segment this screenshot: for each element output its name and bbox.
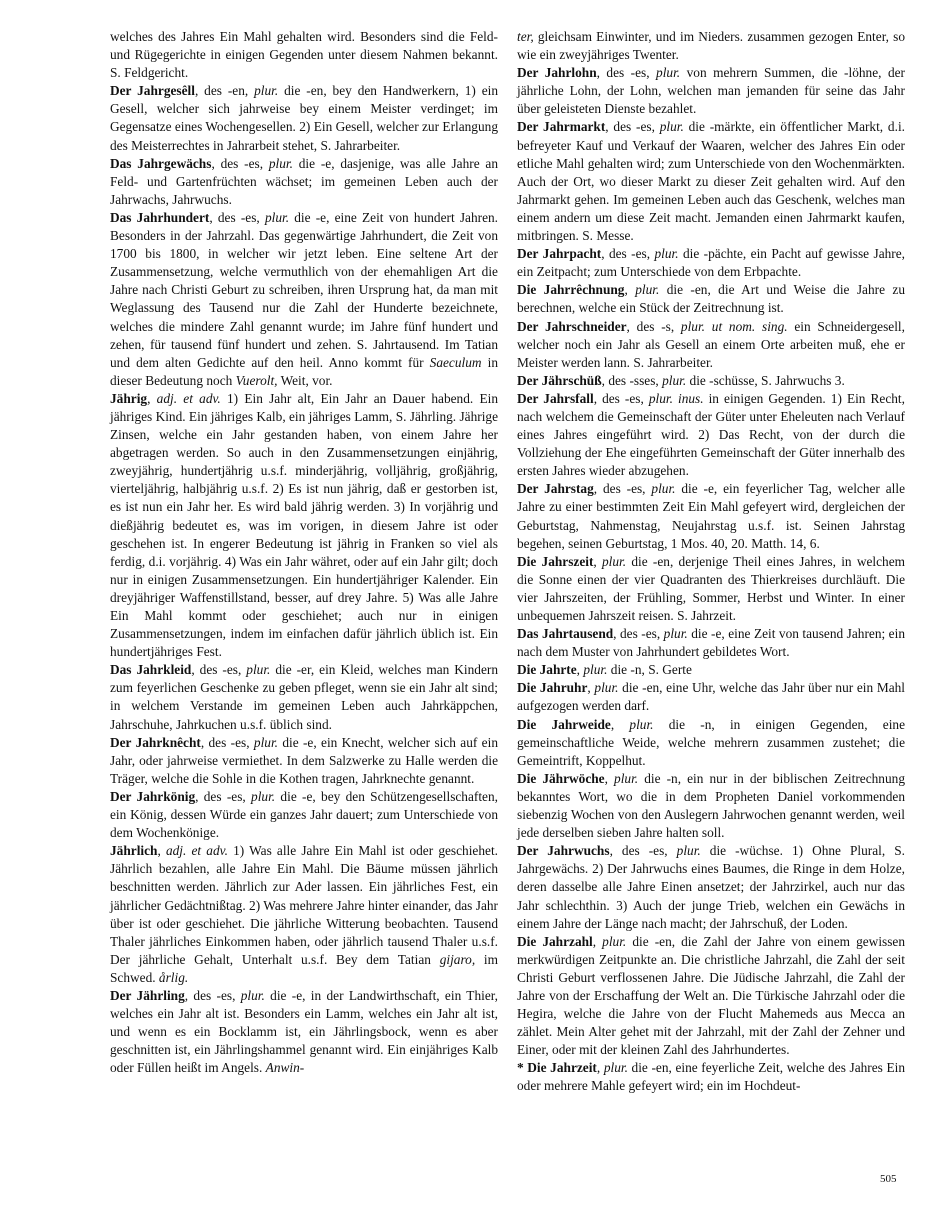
headword: Die Jahrrêchnung	[517, 282, 625, 298]
entry-jahrwuchs: Der Jahrwuchs, des -es, plur. die -wüchse. 1) Ohne Plural, S. Jahrgewächs. 2) Der Jahrwuchs eines Baumes, die Ringe in dem Holze, deren dasselbe alle Jahre Einen ansetzet; der Jahrzirkel, auch nur das Jahr schlechthin. 3) Auch der junge Trieb, welchen ein Gewächs in einem Jahre der Länge nach macht; der Jahrschuß, der Loden.	[517, 843, 906, 931]
headword: Der Jahrpacht	[517, 246, 602, 262]
entry-text: gleichsam Einwinter, und im Nieders. zusammen gezogen Enter, so wie ein zweyjähriges Twenter.	[517, 29, 905, 63]
entry-jahrgesell: Der Jahrgesêll, des -en, plur. die -en, bey den Handwerkern, 1) ein Gesell, welcher sich jahrweise bey einem Meister verdinget; im Gegensatze eines Wochengesellen. 2) Ein Gesell, welcher zur Erlangung des Meisterrechtes in Jahrarbeit stehet, S. Jahrarbeiter.	[110, 83, 498, 153]
headword: Der Jahrgesêll	[110, 83, 195, 99]
grammar-note: plur.	[662, 372, 687, 388]
entry-jahrhundert: Das Jahrhundert, des -es, plur. die -e, eine Zeit von hundert Jahren. Besonders in der Jahrzahl. Das gegenwärtige Jahrhundert, die Zeit von 1700 bis 1800, in welcher wir jetzt leben. Eine seltene Art der Zusammensetzung, welche vermuthlich von der ehemahligen Art die Jahre nach Christi Geburt zu schreiben, ihren Ursprung hat, da man mit Weglassung des Tausend nur die Zahl der Hunderte bezeichnete, welches die mindere Zahl genannt wurde; im Jahre fünf hundert und zehen, für tausend fünf hundert und zehen. S. Jahrtausend. Im Tatian und dem alten Gedichte auf den heil. Anno kommt für Saeculum in dieser Bedeutung noch Vuerolt, Weit, vor.	[110, 209, 498, 388]
entry-text: welches des Jahres Ein Mahl gehalten wird. Besonders sind die Feld- und Rügegerichte in einigen Gegenden unter diesem Nahmen bekannt. S. Feldgericht.	[110, 29, 498, 81]
entry-text: die -n, S. Gerte	[607, 662, 692, 678]
entry-text: 1) Ein Jahr alt, Ein Jahr an Dauer habend. Ein jähriges Kind. Ein jähriges Kalb, ein jähriges Lamm, S. Jährling. Jährige Zinsen, welche ein Jahr gestanden haben, von einem Jahre her abgetragen werden. So auch in den Zusammensetzungen einjährig, zweyjährig, hundertjährig u.s.f. minderjährig, volljährig, großjährig, vierteljährig, halbjährig u.s.f. 2) Es ist nun jährig, daß er gestorben ist, es ist nun ein Jahr her. Es wird bald jährig werden. 3) In vorjährig und dießjährig bedeutet es, was im vorigen, in diesem Jahre ist oder geschehen ist. In engerer Bedeutung ist jährig in Franken so viel als ferdig, d.i. vorjährig. 4) Was ein Jahr währet, oder auf ein Jahr gilt; doch nur in einigen Zusammensetzungen. Ein hundertjähriger Kalender. Ein dreyjähriger Waffenstillstand, besser, auf drey Jahre. 5) Was alle Jahre Ein Mahl kommt oder geschiehet; auch nur in einigen Zusammensetzungen, indem im einfachen dafür jährlich üblich ist. Ein hundertjähriges Fest.	[110, 390, 499, 660]
headword: Das Jahrtausend	[517, 626, 614, 642]
grammar-note: plur.	[656, 65, 681, 81]
entry-text: die -e, eine Zeit von tausend Jahren; ein nach dem Muster von Jahrhundert gebildetes Wort.	[517, 626, 905, 660]
headword: Die Jahrzahl	[517, 933, 593, 949]
grammar-note: plur.	[602, 933, 627, 949]
headword: Der Jahrschneider	[517, 318, 627, 334]
entry-text: die -e, ein Knecht, welcher sich auf ein Jahr, oder jahrweise vermiethet. In dem Salzwerke zu Halle werden die Träger, welche die Sohle in die Kothen tragen, Jahrknechte genannt.	[110, 734, 498, 786]
entry-jaehrig: Jährig, adj. et adv. 1) Ein Jahr alt, Ein Jahr an Dauer habend. Ein jähriges Kind. Ein jähriges Kalb, ein jähriges Lamm, S. Jährling. Jährige Zinsen, welche ein Jahr gestanden haben, von einem Jahre her abgetragen werden. So auch in den Zusammensetzungen einjährig, zweyjährig, hundertjährig u.s.f. minderjährig, volljährig, großjährig, vierteljährig, halbjährig u.s.f. 2) Es ist nun jährig, daß er gestorben ist, es ist nun ein Jahr her. Es wird bald jährig werden. 3) In vorjährig und dießjährig bedeutet es, was im vorigen, in diesem Jahre ist oder geschehen ist. In engerer Bedeutung ist jährig in Franken so viel als ferdig, d.i. vorjährig. 4) Was ein Jahr währet, oder auf ein Jahr gilt; doch nur in einigen Zusammensetzungen. Ein hundertjähriger Kalender. Ein dreyjähriger Waffenstillstand, besser, auf drey Jahre. 5) Was alle Jahre Ein Mahl kommt oder geschiehet; auch nur in einigen Zusammensetzungen, indem im einfachen dafür jährlich üblich ist. Ein hundertjähriges Fest.	[110, 390, 499, 660]
left-column	[110, 28, 498, 1077]
entry-text: die -en, eine feyerliche Zeit, welche des Jahres Ein oder mehrere Mahle gefeyert wird; ein im Hochdeut-	[517, 1060, 906, 1094]
entry-jahrtausend: Das Jahrtausend, des -es, plur. die -e, eine Zeit von tausend Jahren; ein nach dem Muster von Jahrhundert gebildetes Wort.	[517, 626, 905, 660]
grammar-note: plur.	[268, 155, 293, 171]
entry-text: 1) Was alle Jahre Ein Mahl ist oder geschiehet. Jährlich bezahlen, alle Jahre Ein Mahl. Die Bäume müssen jährlich beschnitten werden. Jährlich zur Ader lassen. Ein jährliches Fest, ein jährlicher Gedächtnißtag. 2) Was mehrere Jahre hinter einander, das Jahr über ist oder geschiehet. Die jährliche Witterung beobachten. Tausend Thaler jährliches Einkommen haben, oder jährlich tausend Thaler u.s.f. Der jährliche Gehalt, Unterhalt u.s.f. Bey dem Tatian	[110, 843, 498, 967]
grammar-note: plur.	[676, 843, 701, 859]
headword: Das Jahrkleid	[110, 662, 192, 678]
headword: Die Jahruhr	[517, 680, 588, 696]
headword: Der Jahrsfall	[517, 390, 594, 406]
entry-jaehrling: Der Jährling, des -es, plur. die -e, in der Landwirthschaft, ein Thier, welches ein Jahr alt ist. Besonders ein Lamm, welches ein Jahr alt ist, und wenn es ein Bocklamm ist, ein Jährlingsbock, wenn es aber geschnitten ist, ein Jährlingshammel genannt wird. Ein einjähriges Kalb oder Füllen heißt im Angels. Anwin-	[110, 987, 499, 1076]
entry-text: die -en, bey den Handwerkern, 1) ein Gesell, welcher sich jahrweise bey einem Meister verdinget; im Gegensatze eines Wochengesellen. 2) Ein Gesell, welcher zur Erlangung des Meisterrechtes in Jahrarbeit stehet, S. Jahrarbeiter.	[110, 83, 498, 153]
grammar-note: plur.	[254, 83, 279, 99]
headword: Der Jahrlohn	[517, 65, 597, 81]
headword: Die Jahrszeit	[517, 553, 594, 569]
entry-text: die -märkte, ein öffentlicher Markt, d.i. befreyeter Kauf und Verkauf der Waaren, welcher des Jahres Ein oder etliche Mahl gehalten wird; zum Unterschiede von den Wochenmärkten. Auch der Ort, wo dieser Markt zu dieser Zeit gehalten wird. Auf den Jahrmarkt gehen. Im gemeinen Leben auch das Geschenk, welches man einem andern um diese Zeit macht. Jemanden einen Jahrmarkt kaufen, mitbringen. S. Messe.	[517, 119, 905, 244]
entry-jahrkoenig: Der Jahrkönig, des -es, plur. die -e, bey den Schützengesellschaften, ein König, dessen Würde ein ganzes Jahr dauert; zum Unterschiede von dem Wochenkönige.	[110, 788, 498, 841]
grammar-note: plur.	[253, 734, 278, 750]
grammar-note: plur. inus.	[648, 390, 704, 406]
entry-jaehrlich: Jährlich, adj. et adv. 1) Was alle Jahre Ein Mahl ist oder geschiehet. Jährlich bezahlen, alle Jahre Ein Mahl. Die Bäume müssen jährlich beschnitten werden. Jährlich zur Ader lassen. Ein jährliches Fest, ein jährlicher Gedächtnißtag. 2) Was mehrere Jahre hinter einander, das Jahr über ist oder geschiehet. Die jährliche Witterung beobachten. Tausend Thaler jährliches Einkommen haben, oder jährlich tausend Thaler u.s.f. Der jährliche Gehalt, Unterhalt u.s.f. Bey dem Tatian gijaro, im Schwed. årlig.	[110, 843, 498, 985]
headword: Das Jahrgewächs	[110, 155, 212, 171]
headword: Die Jahrte	[517, 662, 577, 678]
grammar-note: plur.	[264, 209, 290, 225]
grammar-note: plur.	[651, 481, 676, 497]
entry-jahrschuss: Der Jährschüß, des -sses, plur. die -schüsse, S. Jahrwuchs 3.	[517, 372, 845, 388]
entry-text: die -er, ein Kleid, welches man Kindern zum feyerlichen Geschenke zu geben pfleget, wenn sie ein Jahr alt sind; in welchem Verstande im gemeinen Leben auch Jahrkäppchen, Jahrschuhe, Jahrkuchen u.s.f. üblich sind.	[110, 662, 498, 732]
right-column	[517, 28, 905, 1096]
grammar-note: plur.	[240, 987, 265, 1003]
grammar-note: adj. et adv.	[156, 390, 221, 406]
entry-jahrzahl: Die Jahrzahl, plur. die -en, die Zahl der Jahre von einem gewissen merkwürdigen Zeitpunkte an. Die christliche Jahrzahl, die Zahl der seit Christi Geburt verflossenen Jahre. Die Jüdische Jahrzahl, die Zahl der Jahre von der Erschaffung der Welt an. Die Türkische Jahrzahl oder die Hegira, welche die Jahre von der Flucht Mahemeds aus Mecca an zählet. Mein Alter gehet mit der Jahrzahl, mit der Zahl der Zehner und Einer, oder mit der kleinen Zahl des Jahrhundertes.	[517, 933, 906, 1058]
grammar-note: plur.	[602, 553, 627, 569]
entry-jahrmarkt: Der Jahrmarkt, des -es, plur. die -märkte, ein öffentlicher Markt, d.i. befreyeter Kauf und Verkauf der Waaren, welcher des Jahres Ein oder etliche Mahl gehalten wird; zum Unterschiede von den Wochenmärkten. Auch der Ort, wo dieser Markt zu dieser Zeit gehalten wird. Auf den Jahrmarkt gehen. Im gemeinen Leben auch das Geschenk, welches man einem andern um diese Zeit macht. Jemanden einen Jahrmarkt kaufen, mitbringen. S. Messe.	[517, 119, 905, 244]
entry-jahrstag: Der Jahrstag, des -es, plur. die -e, ein feyerlicher Tag, welcher alle Jahre zu einer bestimmten Zeit Ein Mahl gefeyert wird, dergleichen der Geburtstag, Nahmenstag, Neujahrstag u.s.f. ist. Seinen Jahrstag begehen, seinen Geburtstag, 1 Mos. 40, 20. Matth. 14, 6.	[517, 481, 906, 551]
entry-text: die -en, derjenige Theil eines Jahres, in welchem die Sonne einen der vier Quadranten des Thierkreises durchläuft. Die vier Jahrszeiten, der Frühling, Sommer, Herbst und Winter. In einer unbequemen Jahrszeit reisen. S. Jahrzeit.	[517, 553, 905, 623]
entry-text: die -en, die Zahl der Jahre von einem gewissen merkwürdigen Zeitpunkte an. Die christliche Jahrzahl, die Zahl der seit Christi Geburt verflossenen Jahre. Die Jüdische Jahrzahl, die Zahl der Jahre von der Erschaffung der Welt an. Die Türkische Jahrzahl oder die Hegira, welche die Jahre von der Flucht Mahemeds aus Mecca an zählet. Mein Alter gehet mit der Jahrzahl, mit der Zahl der Zehner und Einer, oder mit der kleinen Zahl des Jahrhundertes.	[517, 933, 906, 1058]
headword: Der Jahrstag	[517, 481, 594, 497]
page-number: 505	[880, 1173, 897, 1185]
headword: Jährlich	[110, 843, 158, 859]
headword: Die Jährwöche	[517, 770, 605, 786]
grammar-note: plur.	[629, 716, 654, 732]
entry-text: die -wüchse. 1) Ohne Plural, S. Jahrgewächs. 2) Der Jahrwuchs eines Baumes, die Ringe in dem Holze, deren dasselbe alle Jahre Einen ansetzet; der Jahrzirkel, auch nur das Jahr schlechthin. 3) Auch der junge Trieb, welchen ein Gewächs in einem Jahre der Länge nach macht; der Jahrschuß, der Loden.	[517, 843, 906, 931]
entry-text: die -n, ein nur in der biblischen Zeitrechnung bekanntes Wort, wo die in dem Propheten Daniel vorkommenden siebenzig Wochen von den Auslegern Jahrwochen genannt werden, weil jede derselben sieben Jahre halten soll.	[517, 770, 905, 841]
entry-jahrgewaechs: Das Jahrgewächs, des -es, plur. die -e, dasjenige, was alle Jahre an Feld- und Gartenfrüchten wächset; im gemeinen Leben auch der Jahrwachs, Jahrwuchs.	[110, 155, 499, 207]
entry-text: die -e, eine Zeit von hundert Jahren. Besonders in der Jahrzahl. Das gegenwärtige Jahrhundert, die Zeit von 1700 bis 1800, in welcher wir jetzt leben. Eine seltene Art der Zusammensetzung, welche vermuthlich von der ehemahligen Art die Jahre nach Christi Geburt zu schreiben, ihren Ursprung hat, da man mit Weglassung des Tausend nur die Zahl der Hunderte bezeichnete, welches die mindere Zahl genannt wurde; im Jahre fünf hundert und zehen, für tausend fünf hundert und zehen. S. Jahrtausend. Im Tatian und dem alten Gedichte auf den heil. Anno kommt für	[110, 209, 498, 370]
entry-text: die -e, bey den Schützengesellschaften, ein König, dessen Würde ein ganzes Jahr dauert; zum Unterschiede von dem Wochenkönige.	[110, 788, 498, 841]
entry-text: ein Schneidergesell, welcher noch ein Jahr als Gesell an einem Orte arbeiten muß, ehe er Meister werden lann. S. Jahrarbeiter.	[517, 318, 905, 370]
entry-text: die -en, die Art und Weise die Jahre zu berechnen, welche ein Stück der Zeitrechnung ist.	[517, 282, 905, 316]
grammar-note: plur.	[251, 788, 276, 804]
grammar-note: plur.	[246, 662, 271, 678]
entry-jahrkleid: Das Jahrkleid, des -es, plur. die -er, ein Kleid, welches man Kindern zum feyerlichen Geschenke zu geben pfleget, wenn sie ein Jahr alt sind; in welchem Verstande im gemeinen Leben auch Jahrkäppchen, Jahrschuhe, Jahrkuchen u.s.f. üblich sind.	[110, 662, 498, 732]
headword: Der Jahrkönig	[110, 788, 196, 804]
headword: Der Jahrmarkt	[517, 119, 606, 135]
entry-continuation: ter, gleichsam Einwinter, und im Nieders. zusammen gezogen Enter, so wie ein zweyjähriges Twenter.	[517, 29, 905, 63]
entry-text: die -n, in einigen Gegenden, eine gemeinschaftliche Weide, welche mehrern zusammen zustehet; die Gemeintrift, Koppelhut.	[517, 716, 906, 768]
headword: Jährig	[110, 390, 148, 406]
headword: Der Jährling	[110, 987, 185, 1003]
headword: Der Jahrwuchs	[517, 843, 610, 859]
headword: * Die Jahrzeit	[517, 1060, 597, 1076]
entry-jahrlohn: Der Jahrlohn, des -es, plur. von mehrern Summen, die -löhne, der jährliche Lohn, der Lohn, welchen man jemanden für seine das Jahr über geleisteten Dienste bezahlet.	[517, 65, 905, 117]
entry-continuation	[110, 28, 498, 82]
entry-jahrschneider: Der Jahrschneider, des -s, plur. ut nom. sing. ein Schneidergesell, welcher noch ein Jahr als Gesell an einem Orte arbeiten muß, ehe er Meister werden lann. S. Jahrarbeiter.	[517, 318, 905, 370]
grammar-note: plur.	[614, 770, 639, 786]
entry-text: die -schüsse, S. Jahrwuchs 3.	[686, 372, 845, 388]
entry-jahrrechnung: Die Jahrrêchnung, plur. die -en, die Art und Weise die Jahre zu berechnen, welche ein Stück der Zeitrechnung ist.	[517, 282, 905, 316]
entry-jahrsfall: Der Jahrsfall, des -es, plur. inus. in einigen Gegenden. 1) Ein Recht, nach welchem die Gemeinschaft der Güter unter Eheleuten nach Verlauf eines Jahres eingeführt wird. 2) Das Recht, von der durch die Vollziehung der Ehe eingeführten Gemeinschaft der Güter innerhalb des ersten Jahres wieder abzugehen.	[517, 390, 905, 479]
entry-text: die -pächte, ein Pacht auf gewisse Jahre, ein Zeitpacht; zum Unterschiede von dem Erbpachte.	[517, 246, 905, 280]
entry-text: in einigen Gegenden. 1) Ein Recht, nach welchem die Gemeinschaft der Güter unter Eheleuten nach Verlauf eines Jahres eingeführt wird. 2) Das Recht, von der durch die Vollziehung der Ehe eingeführten Gemeinschaft der Güter innerhalb des ersten Jahres wieder abzugehen.	[517, 390, 905, 479]
grammar-note: plur.	[654, 246, 679, 262]
entry-jahrzeit: * Die Jahrzeit, plur. die -en, eine feyerliche Zeit, welche des Jahres Ein oder mehrere Mahle gefeyert wird; ein im Hochdeut-	[517, 1060, 906, 1094]
grammar-note: plur.	[663, 626, 688, 642]
entry-text: die -e, in der Landwirthschaft, ein Thier, welches ein Jahr alt ist. Besonders ein Lamm, welches ein Jahr alt ist, und wenn es ein Bocklamm ist, ein Jährlingsbock, wenn es aber geschnitten ist, ein Jährlingshammel genannt wird. Ein einjähriges Kalb oder Füllen heißt im Angels.	[110, 987, 499, 1076]
grammar-note: plur. ut nom. sing.	[680, 318, 788, 334]
grammar-note: plur.	[603, 1060, 628, 1076]
headword: Das Jahrhundert	[110, 209, 210, 225]
entry-text: die -en, eine Uhr, welche das Jahr über nur ein Mahl aufgezogen werden darf.	[517, 680, 905, 714]
entry-jahrszeit: Die Jahrszeit, plur. die -en, derjenige Theil eines Jahres, in welchem die Sonne einen der vier Quadranten des Thierkreises durchläuft. Die vier Jahrszeiten, der Frühling, Sommer, Herbst und Winter. In einer unbequemen Jahrszeit reisen. S. Jahrzeit.	[517, 553, 905, 623]
grammar-note: plur.	[659, 119, 684, 135]
grammar-note: plur.	[583, 662, 608, 678]
entry-jahrte: Die Jahrte, plur. die -n, S. Gerte	[517, 662, 692, 678]
entry-jahruhr: Die Jahruhr, plur. die -en, eine Uhr, welche das Jahr über nur ein Mahl aufgezogen werden darf.	[517, 680, 905, 714]
entry-jahrwoche: Die Jährwöche, plur. die -n, ein nur in der biblischen Zeitrechnung bekanntes Wort, wo die in dem Propheten Daniel vorkommenden siebenzig Wochen von den Auslegern Jahrwochen genannt werden, weil jede derselben sieben Jahre halten soll.	[517, 770, 905, 841]
grammar-note: plur.	[594, 680, 619, 696]
entry-jahrpacht: Der Jahrpacht, des -es, plur. die -pächte, ein Pacht auf gewisse Jahre, ein Zeitpacht; zum Unterschiede von dem Erbpachte.	[517, 246, 905, 280]
entry-text: die -e, ein feyerlicher Tag, welcher alle Jahre zu einer bestimmten Zeit Ein Mahl gefeyert wird, dergleichen der Geburtstag, Nahmenstag, Neujahrstag u.s.f. ist. Seinen Jahrstag begehen, seinen Geburtstag, 1 Mos. 40, 20. Matth. 14, 6.	[517, 481, 906, 551]
grammar-note: plur.	[635, 282, 660, 298]
entry-jahrknecht: Der Jahrknêcht, des -es, plur. die -e, ein Knecht, welcher sich auf ein Jahr, oder jahrweise vermiethet. In dem Salzwerke zu Halle werden die Träger, welche die Sohle in die Kothen tragen, Jahrknechte genannt.	[110, 734, 498, 786]
entry-text: von mehrern Summen, die -löhne, der jährliche Lohn, der Lohn, welchen man jemanden für seine das Jahr über geleisteten Dienste bezahlet.	[517, 65, 905, 117]
headword: Der Jährschüß	[517, 372, 602, 388]
entry-text: die -e, dasjenige, was alle Jahre an Feld- und Gartenfrüchten wächset; im gemeinen Leben auch der Jahrwachs, Jahrwuchs.	[110, 155, 499, 207]
entry-jahrweide: Die Jahrweide, plur. die -n, in einigen Gegenden, eine gemeinschaftliche Weide, welche mehrern zusammen zustehet; die Gemeintrift, Koppelhut.	[517, 716, 906, 768]
headword: Der Jahrknêcht	[110, 734, 201, 750]
grammar-note: adj. et adv.	[165, 843, 228, 859]
headword: Die Jahrweide	[517, 716, 611, 732]
